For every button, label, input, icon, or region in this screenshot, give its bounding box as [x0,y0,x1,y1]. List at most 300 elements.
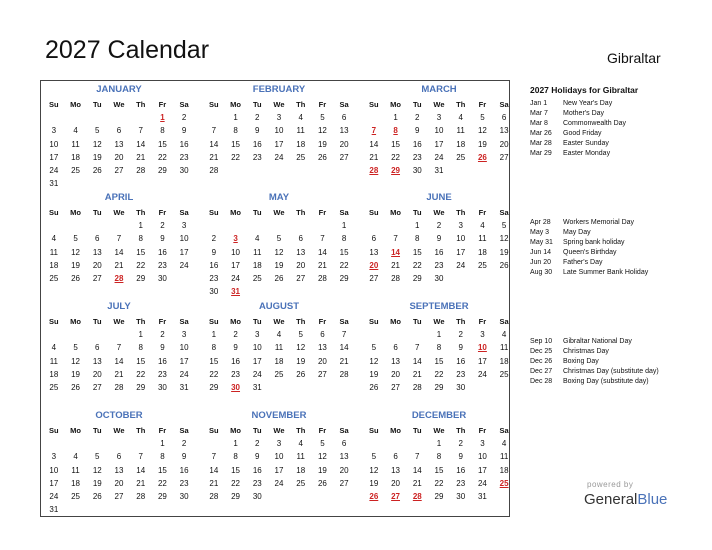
weekday-header: Fr [318,317,327,326]
empty-cell [86,328,108,341]
weekday-header: Tu [412,317,422,326]
day-cell: 1 [436,330,442,340]
weekday-header: Mo [70,100,81,109]
day-cell: 4 [73,126,78,136]
day-cell: 27 [92,382,102,392]
day-cell: 25 [296,478,306,488]
day-cell: 4 [51,343,57,353]
day-cell: 26 [274,273,284,283]
holiday-name: May Day [563,229,591,236]
day-cell: 9 [160,343,165,353]
month-name: AUGUST [258,301,300,312]
month-name: JUNE [426,192,452,203]
empty-cell [363,328,385,341]
country-name: Gibraltar [607,50,661,66]
day-cell: 15 [434,356,444,366]
day-cell: 22 [231,152,241,162]
holiday-day-cell: 14 [391,247,401,257]
day-cell: 10 [179,343,189,353]
weekday-header: Mo [390,317,401,326]
holiday-row [530,258,705,268]
day-cell: 29 [434,491,444,501]
day-cell: 21 [136,152,146,162]
day-cell: 9 [458,452,463,462]
weekday-header: Tu [92,426,102,435]
day-cell: 7 [211,126,217,136]
day-cell: 18 [477,247,487,257]
day-cell: 25 [49,382,59,392]
day-cell: 4 [255,234,260,244]
day-cell: 5 [276,234,282,244]
weekday-header: Mo [390,208,401,217]
day-cell: 18 [499,465,509,475]
day-cell: 7 [138,126,143,136]
day-cell: 18 [252,260,262,270]
empty-cell [225,219,247,232]
day-cell: 16 [412,139,422,149]
weekday-header: We [273,426,285,435]
empty-cell [203,437,225,450]
holiday-row [530,99,705,109]
month-1 [203,82,355,190]
holiday-day-cell: 28 [412,491,422,501]
day-cell: 10 [274,452,284,462]
day-cell: 18 [49,369,59,379]
month-10 [203,408,355,516]
day-cell: 20 [114,152,124,162]
day-cell: 23 [179,478,189,488]
month-grid [203,98,355,177]
day-cell: 21 [317,260,327,270]
day-cell: 15 [157,465,167,475]
weekday-header: Th [456,100,466,109]
day-cell: 25 [499,369,509,379]
weekday-header: Fr [478,426,487,435]
holiday-date: Dec 26 [530,358,553,365]
brand-blue: Blue [637,491,668,508]
day-cell: 12 [369,356,379,366]
day-cell: 13 [92,247,102,257]
month-11 [363,408,515,516]
month-grid [363,98,515,177]
day-cell: 7 [415,343,420,353]
day-cell: 29 [157,165,167,175]
brand-logo[interactable] [584,491,667,508]
empty-cell [385,437,407,450]
holiday-date: Dec 27 [530,368,553,375]
weekday-header: Mo [230,317,241,326]
day-cell: 13 [114,139,124,149]
holiday-date: May 3 [530,229,550,236]
day-cell: 31 [477,491,487,501]
empty-cell [108,328,130,341]
day-cell: 30 [209,287,219,297]
day-cell: 8 [341,234,347,244]
holiday-row [530,377,705,387]
day-cell: 4 [298,439,303,449]
month-name: NOVEMBER [251,410,307,421]
holiday-day-cell: 28 [369,165,379,175]
weekday-header: Su [49,317,59,326]
day-cell: 8 [211,343,217,353]
day-cell: 17 [231,260,241,270]
day-cell: 20 [296,260,306,270]
day-cell: 7 [341,330,347,340]
day-cell: 12 [71,356,81,366]
day-cell: 11 [71,139,80,149]
day-cell: 3 [181,330,187,340]
weekday-header: Mo [70,208,81,217]
day-cell: 19 [499,247,509,257]
day-cell: 1 [393,113,398,123]
day-cell: 29 [434,382,444,392]
day-cell: 14 [114,356,124,366]
weekday-header: Mo [230,208,241,217]
weekday-header: Sa [339,426,349,435]
day-cell: 10 [179,234,189,244]
weekday-header: Th [136,208,146,217]
day-cell: 7 [116,343,122,353]
day-cell: 25 [71,491,81,501]
day-cell: 15 [209,356,219,366]
holiday-date: Apr 28 [530,219,551,226]
day-cell: 17 [477,356,487,366]
day-cell: 17 [477,465,487,475]
holiday-name: Spring bank holiday [563,239,625,246]
day-cell: 18 [71,152,81,162]
holiday-day-cell: 26 [477,152,487,162]
holiday-date: Dec 25 [530,348,553,355]
day-cell: 24 [179,260,189,270]
day-cell: 18 [296,465,306,475]
day-cell: 24 [434,152,444,162]
holiday-date: Mar 29 [530,150,552,157]
day-cell: 20 [391,369,401,379]
day-cell: 23 [252,478,262,488]
holidays-heading: 2027 Holidays for Gibraltar [530,85,639,95]
month-0 [43,82,195,190]
weekday-header: Sa [179,208,189,217]
day-cell: 1 [415,221,420,231]
weekday-header: Fr [478,100,487,109]
day-cell: 3 [51,126,57,136]
day-cell: 11 [296,126,305,136]
weekday-header: We [433,100,445,109]
weekday-header: Fr [158,317,167,326]
day-cell: 4 [480,221,485,231]
weekday-header: Su [369,208,379,217]
month-name: MARCH [421,84,457,95]
day-cell: 28 [136,491,146,501]
day-cell: 3 [181,221,187,231]
day-cell: 21 [209,152,219,162]
holiday-day-cell: 31 [231,287,241,297]
day-cell: 3 [255,330,260,340]
empty-cell [108,111,130,124]
month-grid [203,206,355,298]
holiday-name: Boxing Day (substitute day) [563,378,649,385]
month-grid [203,424,355,503]
day-cell: 9 [415,126,420,136]
weekday-header: Tu [412,426,422,435]
weekday-header: Su [369,426,379,435]
powered-by-text: powered by [587,480,634,489]
holiday-day-cell: 3 [233,234,238,244]
day-cell: 30 [157,273,167,283]
day-cell: 26 [296,369,306,379]
day-cell: 8 [415,234,420,244]
weekday-header: Fr [478,208,487,217]
day-cell: 14 [317,247,327,257]
weekday-header: Tu [92,100,102,109]
day-cell: 14 [209,465,219,475]
weekday-header: Fr [158,100,167,109]
empty-cell [385,328,407,341]
weekday-header: Th [456,208,466,217]
holiday-date: Jan 1 [530,100,548,107]
holiday-date: Jun 20 [530,259,552,266]
holiday-row [530,357,705,367]
day-cell: 20 [317,356,327,366]
weekday-header: Su [49,100,59,109]
day-cell: 31 [179,382,189,392]
day-cell: 20 [92,369,102,379]
holiday-row [530,347,705,357]
month-grid [363,424,515,503]
day-cell: 4 [501,330,507,340]
day-cell: 8 [160,452,165,462]
month-name: OCTOBER [95,410,143,421]
day-cell: 5 [95,452,100,462]
day-cell: 8 [160,126,165,136]
day-cell: 16 [179,465,189,475]
day-cell: 11 [296,452,305,462]
day-cell: 24 [252,369,262,379]
day-cell: 14 [412,465,422,475]
holiday-day-cell: 1 [160,113,165,123]
day-cell: 9 [458,343,463,353]
weekday-header: Fr [158,426,167,435]
day-cell: 13 [92,356,102,366]
day-cell: 18 [456,139,466,149]
day-cell: 27 [317,369,327,379]
weekday-header: Tu [252,208,262,217]
empty-cell [43,437,65,450]
holiday-group-0 [530,85,705,159]
day-cell: 2 [255,439,260,449]
weekday-header: Sa [499,426,509,435]
day-cell: 26 [71,382,81,392]
day-cell: 11 [253,247,262,257]
day-cell: 10 [49,139,59,149]
weekday-header: Mo [230,100,241,109]
day-cell: 13 [391,356,401,366]
holiday-group-1 [530,218,705,278]
holiday-date: Mar 8 [530,120,548,127]
holiday-row [530,367,705,377]
weekday-header: Sa [499,208,509,217]
day-cell: 20 [339,465,349,475]
empty-cell [246,219,268,232]
weekday-header: We [273,100,285,109]
day-cell: 9 [233,343,238,353]
day-cell: 4 [501,439,507,449]
day-cell: 27 [339,152,349,162]
day-cell: 22 [412,260,422,270]
empty-cell [268,219,290,232]
day-cell: 27 [339,478,349,488]
day-cell: 19 [317,139,327,149]
weekday-header: Su [49,208,59,217]
day-cell: 1 [233,113,238,123]
day-cell: 2 [160,221,165,231]
day-cell: 19 [369,369,379,379]
day-cell: 3 [480,330,485,340]
empty-cell [363,437,385,450]
day-cell: 13 [296,247,306,257]
holiday-day-cell: 26 [369,491,379,501]
day-cell: 13 [317,343,327,353]
day-cell: 28 [114,382,124,392]
day-cell: 3 [436,113,442,123]
day-cell: 6 [95,234,100,244]
day-cell: 23 [456,478,466,488]
weekday-header: Th [296,426,306,435]
day-cell: 22 [157,152,167,162]
weekday-header: Tu [412,208,422,217]
day-cell: 28 [209,491,219,501]
day-cell: 1 [341,221,347,231]
day-cell: 21 [114,260,124,270]
month-name: MAY [268,192,290,203]
holiday-day-cell: 8 [393,126,398,136]
month-grid [43,206,195,285]
holiday-date: Mar 26 [530,130,552,137]
day-cell: 17 [274,139,284,149]
weekday-header: Tu [252,100,262,109]
weekday-header: Fr [318,426,327,435]
day-cell: 23 [157,260,167,270]
empty-cell [130,437,152,450]
day-cell: 9 [160,234,165,244]
day-cell: 12 [317,452,327,462]
day-cell: 27 [92,273,102,283]
day-cell: 25 [49,273,59,283]
day-cell: 20 [391,478,401,488]
day-cell: 31 [49,179,59,189]
day-cell: 19 [71,260,81,270]
day-cell: 12 [92,465,102,475]
day-cell: 21 [412,369,422,379]
day-cell: 14 [114,247,124,257]
day-cell: 24 [274,152,284,162]
weekday-header: Mo [70,426,81,435]
day-cell: 15 [412,247,422,257]
weekday-header: Th [296,100,306,109]
day-cell: 29 [136,382,146,392]
day-cell: 16 [456,356,466,366]
day-cell: 15 [434,465,444,475]
day-cell: 15 [231,465,241,475]
day-cell: 2 [458,439,463,449]
day-cell: 15 [157,139,167,149]
day-cell: 3 [276,113,282,123]
weekday-header: Tu [92,208,102,217]
day-cell: 17 [179,247,189,257]
day-cell: 16 [434,247,444,257]
day-cell: 28 [391,273,401,283]
day-cell: 12 [296,343,306,353]
day-cell: 19 [369,478,379,488]
month-name: DECEMBER [411,410,467,421]
day-cell: 24 [456,260,466,270]
day-cell: 11 [274,343,284,353]
day-cell: 6 [116,452,122,462]
month-grid [363,315,515,394]
weekday-header: Su [209,208,219,217]
month-name: APRIL [104,192,134,203]
day-cell: 5 [298,330,303,340]
day-cell: 14 [369,139,379,149]
day-cell: 10 [252,343,262,353]
empty-cell [203,111,225,124]
weekday-header: Fr [318,208,327,217]
day-cell: 15 [231,139,241,149]
empty-cell [108,437,130,450]
weekday-header: Sa [499,317,509,326]
day-cell: 23 [412,152,422,162]
day-cell: 24 [179,369,189,379]
holiday-name: Christmas Day (substitute day) [563,368,659,375]
holiday-name: Commonwealth Day [563,120,627,127]
weekday-header: Tu [92,317,102,326]
empty-cell [43,328,65,341]
day-cell: 16 [209,260,219,270]
day-cell: 16 [252,139,262,149]
day-cell: 5 [501,221,507,231]
day-cell: 13 [499,126,509,136]
day-cell: 20 [499,139,509,149]
day-cell: 21 [339,356,349,366]
holiday-row [530,248,705,258]
holiday-day-cell: 28 [114,273,124,283]
day-cell: 10 [434,126,444,136]
weekday-header: Sa [179,317,189,326]
weekday-header: Sa [179,426,189,435]
empty-cell [65,328,87,341]
day-cell: 24 [274,478,284,488]
day-cell: 6 [341,113,347,123]
day-cell: 23 [179,152,189,162]
weekday-header: We [113,208,125,217]
day-cell: 28 [412,382,422,392]
day-cell: 17 [49,478,59,488]
holiday-name: Father's Day [563,259,603,266]
day-cell: 18 [296,139,306,149]
day-cell: 28 [339,369,349,379]
day-cell: 6 [371,234,377,244]
holiday-name: Gibraltar National Day [563,338,632,345]
month-6 [43,299,195,407]
day-cell: 29 [136,273,146,283]
day-cell: 25 [296,152,306,162]
month-name: JANUARY [96,84,142,95]
day-cell: 20 [92,260,102,270]
weekday-header: Sa [499,100,509,109]
day-cell: 16 [231,356,241,366]
empty-cell [290,219,312,232]
day-cell: 15 [136,247,146,257]
